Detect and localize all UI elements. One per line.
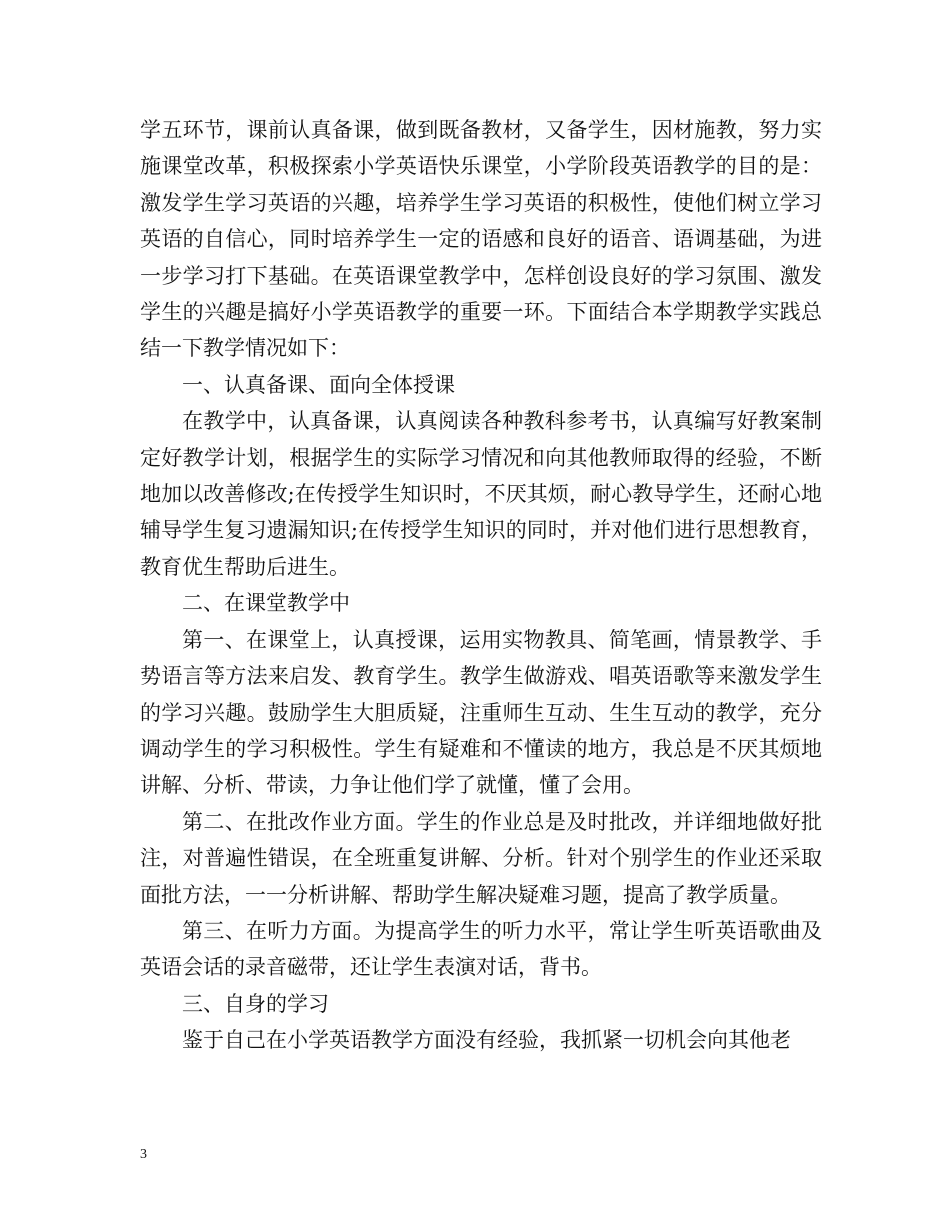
section-heading-1: 一、认真备课、面向全体授课 — [182, 372, 455, 397]
paragraph-lesson-prep: 在教学中，认真备课，认真阅读各种教科参考书，认真编写好教案制定好教学计划，根据学生的实际学习情况和向其他教师取得的经验，不断地加以改善修改;在传授学生知识时，不厌其烦，耐心教导学生，还耐心地辅导学生复习遗漏知识;在传授学生知识的同时，并对他们进行思想教育，教育优生帮助后进生。 — [140, 409, 822, 579]
paragraph-self-study: 鉴于自己在小学英语教学方面没有经验，我抓紧一切机会向其他老 — [182, 1028, 791, 1053]
paragraph-listening: 第三、在听力方面。为提高学生的听力水平，常让学生听英语歌曲及英语会话的录音磁带，还让学生表演对话，背书。 — [140, 918, 822, 980]
paragraph-intro: 学五环节，课前认真备课，做到既备教材，又备学生，因材施教，努力实施课堂改革，积极探索小学英语快乐课堂，小学阶段英语教学的目的是：激发学生学习英语的兴趣，培养学生学习英语的积极性，使他们树立学习英语的自信心，同时培养学生一定的语感和良好的语音、语调基础，为进一步学习打下基础。在英语课堂教学中，怎样创设良好的学习氛围、激发学生的兴趣是搞好小学英语教学的重要一环。下面结合本学期教学实践总结一下教学情况如下： — [140, 118, 822, 361]
body-text — [140, 112, 822, 1059]
paragraph-homework: 第二、在批改作业方面。学生的作业总是及时批改，并详细地做好批注，对普遍性错误，在全班重复讲解、分析。针对个别学生的作业还采取面批方法，一一分析讲解、帮助学生解决疑难习题，提高了教学质量。 — [140, 809, 822, 907]
page-number: 3 — [140, 1147, 147, 1162]
section-heading-2: 二、在课堂教学中 — [182, 591, 350, 616]
section-heading-3: 三、自身的学习 — [182, 991, 329, 1016]
paragraph-classroom: 第一、在课堂上，认真授课，运用实物教具、简笔画，情景教学、手势语言等方法来启发、教育学生。教学生做游戏、唱英语歌等来激发学生的学习兴趣。鼓励学生大胆质疑，注重师生互动、生生互动的教学，充分调动学生的学习积极性。学生有疑难和不懂读的地方，我总是不厌其烦地讲解、分析、带读，力争让他们学了就懂，懂了会用。 — [140, 627, 822, 798]
